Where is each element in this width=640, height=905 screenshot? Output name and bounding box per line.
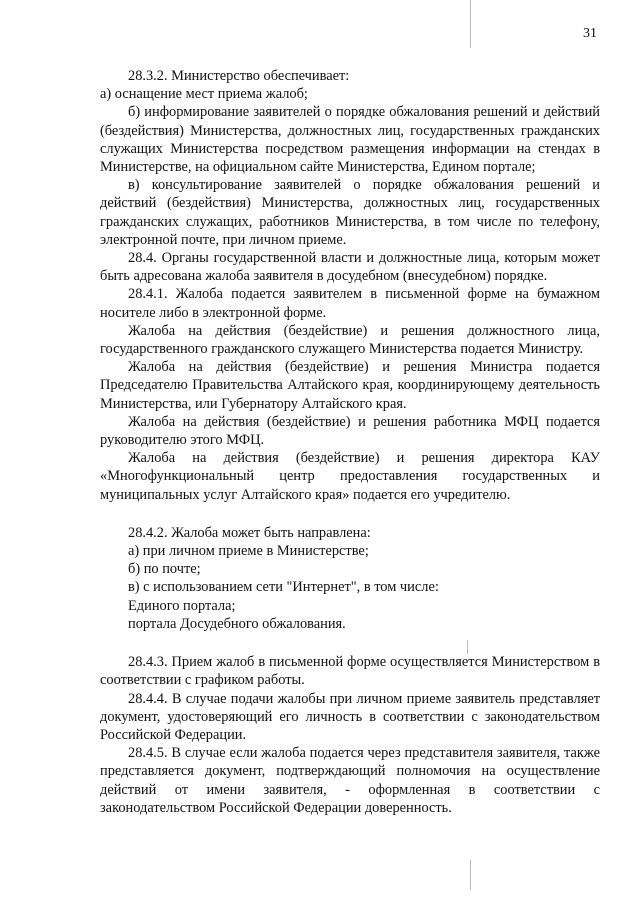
paragraph-28-4-1-official: Жалоба на действия (бездействие) и решения должностного лица, государственного гражданского служащего Министерства подается Министру. bbox=[100, 322, 600, 358]
paragraph-28-4-4: 28.4.4. В случае подачи жалобы при личном приеме заявитель представляет документ, удостоверяющий его личность в соответствии с законодательством Российской Федерации. bbox=[100, 690, 600, 743]
paragraph-28-4-2-a: а) при личном приеме в Министерстве; bbox=[128, 543, 369, 560]
paragraph-28-4-2-portal: Единого портала; bbox=[128, 597, 236, 614]
paragraph-28-3-2-a: а) оснащение мест приема жалоб; bbox=[100, 86, 308, 103]
paragraph-28-3-2-b: б) информирование заявителей о порядке обжалования решений и действий (бездействия) Министерства, должностных лиц, государственных гражданских служащих Министерства посредством размещения информации на стендах в Министерстве, на официальном сайте Министерства, Едином портале; bbox=[100, 104, 600, 176]
document-body bbox=[100, 67, 600, 817]
scan-artifact bbox=[467, 640, 468, 654]
scan-artifact bbox=[470, 860, 471, 890]
paragraph-28-4-3: 28.4.3. Прием жалоб в письменной форме осуществляется Министерством в соответствии с графиком работы. bbox=[100, 654, 600, 689]
paragraph-28-4-5: 28.4.5. В случае если жалоба подается через представителя заявителя, также представляется документ, подтверждающий полномочия на осуществление действий от имени заявителя, - оформленная в соответствии с законодательством Российской Федерации доверенность. bbox=[100, 745, 600, 816]
paragraph-28-4-2-b: б) по почте; bbox=[128, 561, 201, 578]
paragraph-28-4-1-kau: Жалоба на действия (бездействие) и решения директора КАУ «Многофункциональный центр предоставления государственных и муниципальных услуг Алтайского края» подается его учредителю. bbox=[100, 450, 600, 503]
paragraph-28-4-1: 28.4.1. Жалоба подается заявителем в письменной форме на бумажном носителе либо в электронной форме. bbox=[100, 286, 600, 321]
page-number: 31 bbox=[583, 26, 597, 41]
paragraph-28-4: 28.4. Органы государственной власти и должностные лица, которым может быть адресована жалоба заявителя в досудебном (внесудебном) порядке. bbox=[100, 250, 600, 285]
paragraph-28-4-2: 28.4.2. Жалоба может быть направлена: bbox=[128, 524, 371, 541]
paragraph-28-4-1-minister: Жалоба на действия (бездействие) и решения Министра подается Председателю Правительства Алтайского края, координирующему деятельность Министерства, или Губернатору Алтайского края. bbox=[100, 359, 600, 412]
paragraph-28-4-1-mfc-worker: Жалоба на действия (бездействие) и решения работника МФЦ подается руководителю этого МФЦ. bbox=[100, 413, 600, 449]
scan-artifact bbox=[470, 0, 471, 48]
paragraph-28-3-2: 28.3.2. Министерство обеспечивает: bbox=[128, 68, 350, 84]
paragraph-28-3-2-v: в) консультирование заявителей о порядке обжалования решений и действий (бездействия) Министерства, должностных лиц, государственных гражданских служащих, работников Министерства, в том числе по телефону, электронной почте, при личном приеме. bbox=[100, 177, 600, 248]
paragraph-28-4-2-pretrial: портала Досудебного обжалования. bbox=[128, 615, 346, 632]
paragraph-28-4-2-v: в) с использованием сети "Интернет", в том числе: bbox=[128, 579, 439, 596]
